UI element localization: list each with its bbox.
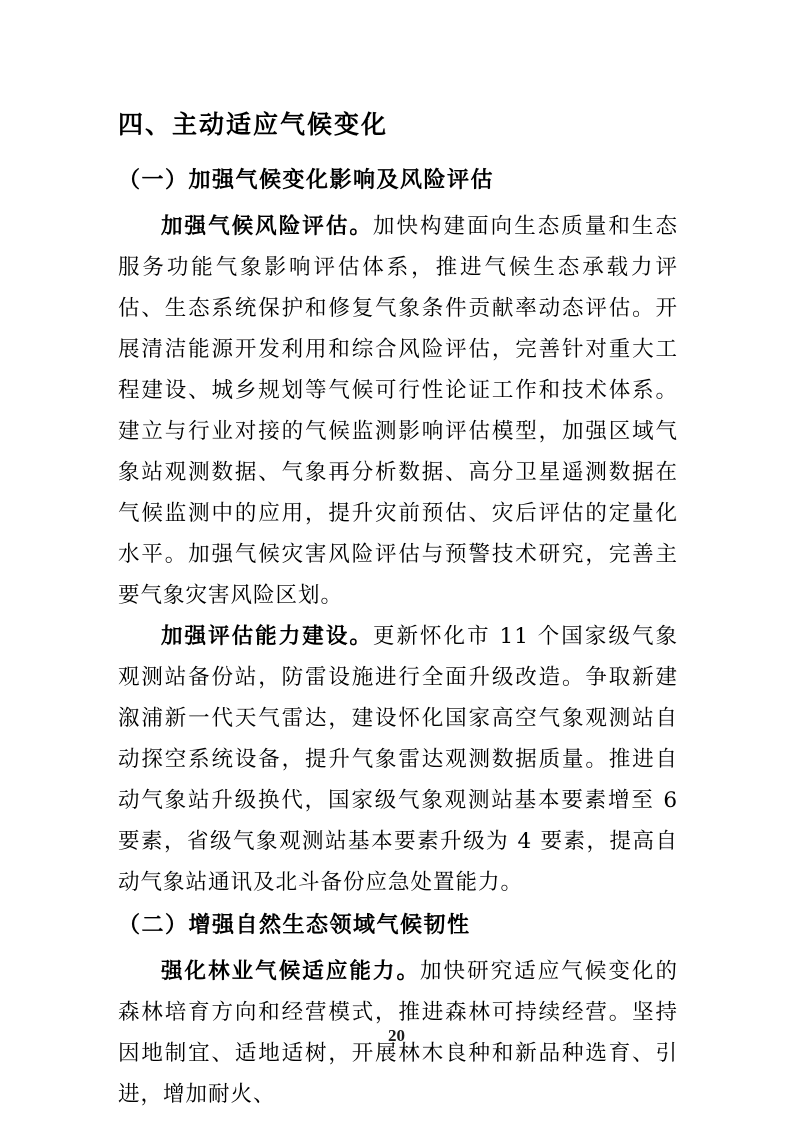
page-content [118, 110, 678, 1115]
paragraph-risk-assessment [118, 206, 678, 616]
chapter-heading: 四、主动适应气候变化 [118, 110, 389, 139]
paragraph-body: 更新怀化市 11 个国家级气象观测站备份站，防雷设施进行全面升级改造。争取新建溆浦新一代天气雷达，建设怀化国家高空气象观测站自动探空系统设备，提升气象雷达观测数据质量。推进自动气象站升级换代，国家级气象观测站基本要素增至 6 要素，省级气象观测站基本要素升级为 4 要素，提高自动气象站通讯及北斗备份应急处置能力。 [118, 624, 678, 895]
paragraph-body: 加快研究适应气候变化的森林培育方向和经营模式，推进森林可持续经营。坚持因地制宜、适地适树，开展林木良种和新品种选育、引进，增加耐火、 [118, 959, 678, 1107]
paragraph-body: 加快构建面向生态质量和生态服务功能气象影响评估体系，推进气候生态承载力评估、生态系统保护和修复气象条件贡献率动态评估。开展清洁能源开发利用和综合风险评估，完善针对重大工程建设、城乡规划等气候可行性论证工作和技术体系。建立与行业对接的气候监测影响评估模型，加强区域气象站观测数据、气象再分析数据、高分卫星遥测数据在气候监测中的应用，提升灾前预估、灾后评估的定量化水平。加强气候灾害风险评估与预警技术研究，完善主要气象灾害风险区划。 [118, 214, 678, 608]
section-heading-1: （一）加强气候变化影响及风险评估 [118, 167, 495, 193]
paragraph-lead: 加强气候风险评估。 [161, 214, 373, 239]
paragraph-capacity-building [118, 616, 678, 903]
page-number: 20 [388, 1026, 405, 1045]
section-heading-2: （二）增强自然生态领域气候韧性 [118, 912, 471, 938]
paragraph-lead: 加强评估能力建设。 [161, 624, 373, 649]
paragraph-lead: 强化林业气候适应能力。 [161, 959, 421, 984]
